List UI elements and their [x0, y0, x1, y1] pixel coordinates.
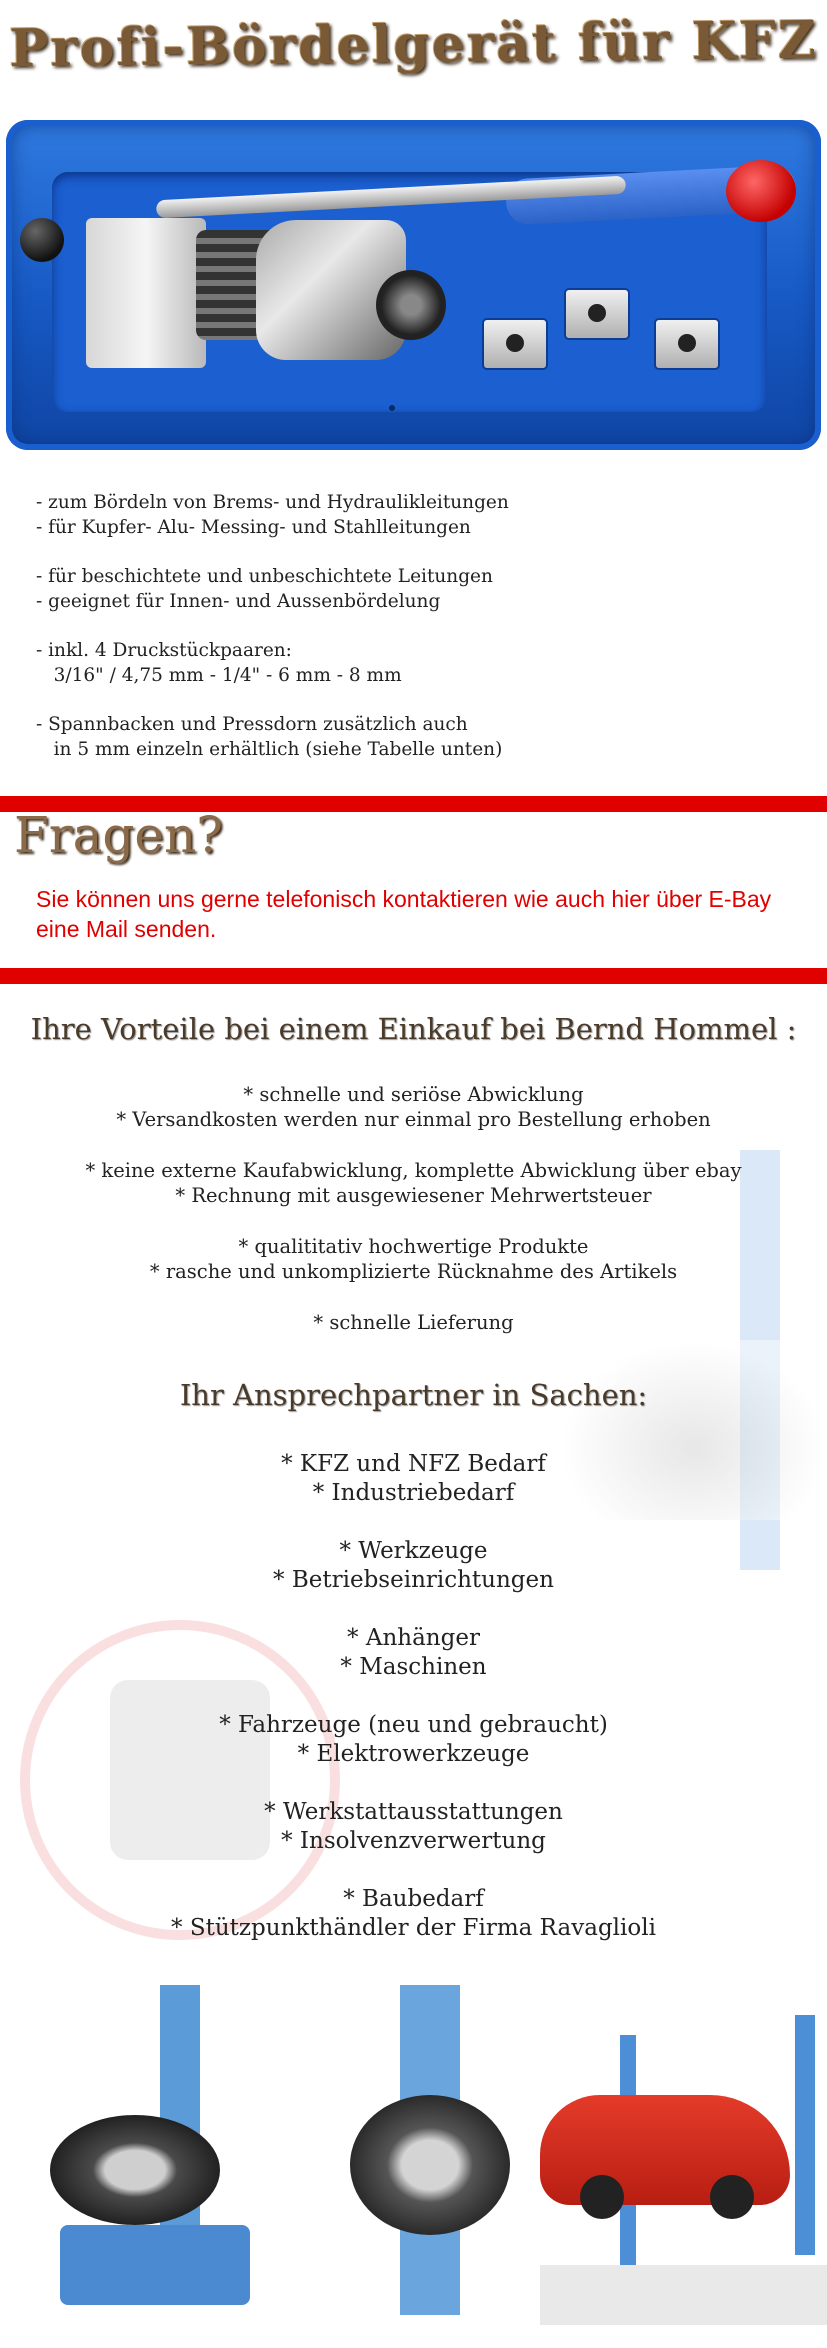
feature-item: - für beschichtete und unbeschichtete Leitungen - geeignet für Innen- und Aussenbördelung [36, 566, 493, 612]
partner-heading: Ihr Ansprechpartner in Sachen: [179, 1378, 648, 1412]
advantage-item: * keine externe Kaufabwicklung, komplette Abwicklung über ebay [85, 1159, 742, 1182]
die-piece [484, 320, 546, 368]
car-lift-image [540, 1975, 827, 2325]
advantage-item: * schnelle Lieferung [313, 1311, 514, 1334]
partner-item: * Werkzeuge [339, 1538, 488, 1564]
tire-icon [350, 2095, 510, 2235]
partner-item: * Baubedarf [343, 1886, 484, 1912]
partner-list [0, 1450, 827, 1943]
knob-icon [20, 218, 64, 262]
tool-wheel [376, 270, 446, 340]
die-piece [656, 320, 718, 368]
partner-item: * Werkstattausstattungen [264, 1799, 563, 1825]
divider-red [0, 968, 827, 984]
feature-item: - Spannbacken und Pressdorn zusätzlich auch in 5 mm einzeln erhältlich (siehe Tabelle unten) [36, 714, 503, 760]
tire-icon [50, 2115, 220, 2225]
questions-heading: Fragen? [14, 806, 224, 864]
partner-item: * Industriebedarf [312, 1480, 515, 1506]
advantage-item: * Versandkosten werden nur einmal pro Bestellung erhoben [116, 1108, 711, 1131]
machine-base [60, 2225, 250, 2305]
advantage-item: * qualititativ hochwertige Produkte [238, 1235, 589, 1258]
car-icon [540, 2095, 790, 2205]
contact-text: Sie können uns gerne telefonisch kontaktieren wie auch hier über E-Bay eine Mail senden. [36, 886, 772, 942]
machines-image-strip [0, 1975, 827, 2348]
partner-item: * Maschinen [340, 1654, 487, 1680]
advantage-item: * rasche und unkomplizierte Rücknahme des Artikels [149, 1260, 678, 1283]
partner-item: * Anhänger [347, 1625, 480, 1651]
advantages-heading: Ihre Vorteile bei einem Einkauf bei Bernd Hommel : [30, 1012, 797, 1046]
feature-list [36, 490, 796, 786]
feature-item: - zum Bördeln von Brems- und Hydraulikleitungen - für Kupfer- Alu- Messing- und Stahlleitungen [36, 492, 509, 538]
case-dot [389, 405, 395, 411]
advantage-item: * schnelle und seriöse Abwicklung [243, 1083, 584, 1106]
tire-changer-image-2 [330, 1975, 530, 2325]
lift-post [795, 2015, 815, 2255]
advantage-item: * Rechnung mit ausgewiesener Mehrwertsteuer [175, 1184, 652, 1207]
clamp-block [86, 218, 206, 368]
tire-changer-image [40, 1975, 270, 2325]
feature-item: - inkl. 4 Druckstückpaaren: 3/16" / 4,75 mm - 1/4" - 6 mm - 8 mm [36, 640, 402, 686]
partner-item: * Insolvenzverwertung [281, 1828, 546, 1854]
advantages-list [0, 1082, 827, 1335]
partner-item: * Elektrowerkzeuge [297, 1741, 530, 1767]
partner-item: * Fahrzeuge (neu und gebraucht) [219, 1712, 608, 1738]
page-title: Profi-Bördelgerät für KFZ [8, 9, 819, 80]
product-image-flaring-tool-case [6, 120, 821, 450]
partner-item: * Stützpunkthändler der Firma Ravaglioli [171, 1915, 656, 1941]
die-piece [566, 290, 628, 338]
partner-item: * KFZ und NFZ Bedarf [281, 1451, 546, 1477]
floor [540, 2265, 827, 2325]
handle-grip-end [726, 160, 796, 222]
partner-item: * Betriebseinrichtungen [273, 1567, 554, 1593]
